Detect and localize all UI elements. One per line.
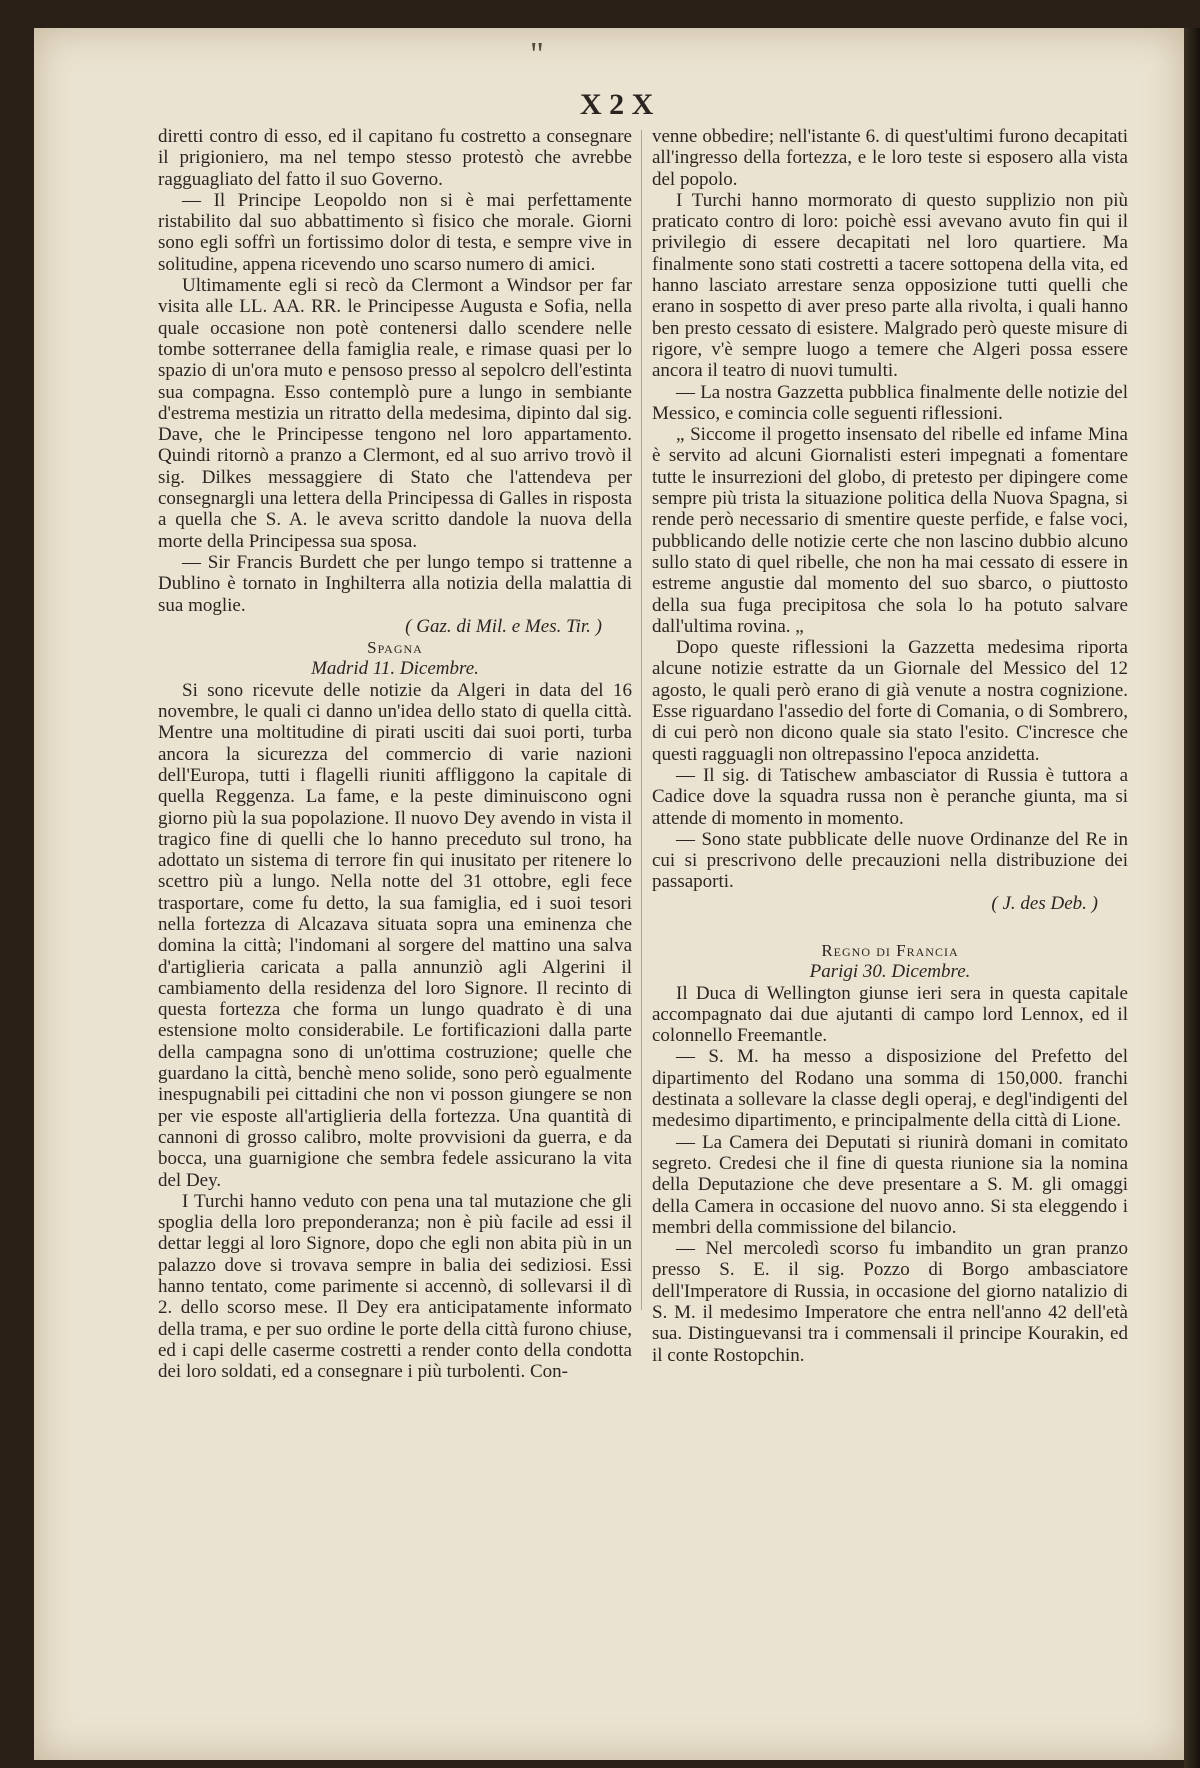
left-column	[158, 126, 632, 1383]
section-title: Regno di Francia	[821, 940, 959, 960]
page-number: X 2 X	[580, 88, 654, 121]
article-paragraph: — Il Principe Leopoldo non si è mai perfettamente ristabilito dal suo abbattimento sì fisico che morale. Giorni sono egli soffrì un fortissimo dolor di testa, e sempre vive in solitudine, appena ricevendo uno scarso numero di amici.	[158, 189, 632, 275]
page-edge-shadow	[1184, 28, 1200, 1768]
article-paragraph: „ Siccome il progetto insensato del ribelle ed infame Mina è servito ad alcuni Giornalisti esteri impegnati a fomentare tutte le insurrezioni del globo, di pretesto per dipingere come sempre più trista la situazione politica della Nuova Spagna, si rende però necessario di smentire queste perfide, e false voci, pubblicando delle notizie certe che non lascino dubbio alcuno sullo stato di quel ribelle, che non ha mai cessato di essere in estreme angustie dal momento del suo sbarco, o piuttosto della sua fuga precipitosa che sola lo ha potuto salvare dall'ultima rovina. „	[652, 424, 1128, 637]
article-paragraph: — La Camera dei Deputati si riunirà domani in comitato segreto. Credesi che il fine di questa riunione sia la nomina della Deputazione che deve presentare a S. M. gli omaggi della Camera in occasione del nuovo anno. Si sta eleggendo i membri della commissione del bilancio.	[652, 1131, 1128, 1238]
right-column	[652, 126, 1128, 1366]
dateline: Parigi 30. Dicembre.	[809, 961, 971, 983]
source-citation: ( Gaz. di Mil. e Mes. Tir. )	[405, 615, 602, 637]
section-gap	[652, 914, 1128, 940]
section-title: Spagna	[367, 638, 423, 658]
article-paragraph: Il Duca di Wellington giunse ieri sera in questa capitale accompagnato dai due ajutanti di campo lord Lennox, ed il colonnello Freemantle.	[652, 982, 1128, 1047]
article-paragraph: — S. M. ha messo a disposizione del Prefetto del dipartimento del Rodano una somma di 150,000. franchi destinata a sollevare la classe degli operaj, e degl'indigenti del medesimo dipartimento, e principalmente della città di Lione.	[652, 1046, 1128, 1132]
article-paragraph: Dopo queste riflessioni la Gazzetta medesima riporta alcune notizie estratte da un Giornale del Messico del 12 agosto, le quali però erano di già venute a nostra cognizione. Esse riguardano l'assedio del forte di Comania, o di Sombrero, di cui però non dicono quale sia stato l'esito. C'incresce che questi ragguagli non oltrepassino l'epoca anzidetta.	[652, 637, 1128, 765]
article-paragraph: venne obbedire; nell'istante 6. di quest'ultimi furono decapitati all'ingresso della fortezza, e le loro teste si esposero alla vista del popolo.	[652, 126, 1128, 190]
article-paragraph: — Sir Francis Burdett che per lungo tempo si trattenne a Dublino è tornato in Inghilterra alla notizia della malattia di sua moglie.	[158, 551, 632, 616]
article-paragraph: — Nel mercoledì scorso fu imbandito un gran pranzo presso S. E. il sig. Pozzo di Borgo ambasciatore dell'Imperatore di Russia, in occasione del giorno natalizio di S. M. il medesimo Imperatore che entra nell'anno 42 dell'età sua. Distinguevansi tra i commensali il principe Kourakin, ed il conte Rostopchin.	[652, 1238, 1128, 1366]
source-citation: ( J. des Deb. )	[991, 892, 1098, 914]
article-paragraph: Si sono ricevute delle notizie da Algeri in data del 16 novembre, le quali ci danno un'idea dello stato di quella città. Mentre una moltitudine di pirati usciti dai suoi porti, turba ancora la sicurezza del commercio di varie nazioni dell'Europa, tutti i flagelli riuniti affliggono la capitale di quella Reggenza. La fame, e la peste diminuiscono ogni giorno più la sua popolazione. Il nuovo Dey avendo in vista il tragico fine di quelli che lo hanno preceduto sul trono, ha adottato un sistema di terrore fin qui inusitato per ritenere lo scettro più a lungo. Nella notte del 31 ottobre, egli fece trasportare, come fu detto, la sua famiglia, ed i suoi tesori nella fortezza di Alcazava situata sopra una eminenza che domina la città; l'indomani al sorgere del mattino una salva d'artiglieria caricata a palla annunziò agli Algerini il cambiamento della residenza del loro Signore. Il recinto di questa fortezza che forma un lungo quadrato è di una estensione molto considerabile. Le fortificazioni dalla parte della campagna sono di un'ottima costruzione; quelle che guardano la città, benchè meno solide, sono però egualmente inespugnabili pei cittadini che non vi posson giungere se non per vie esposte all'artiglieria della fortezza. Una quantità di cannoni di grosso calibro, molte provvisioni da guerra, e da bocca, una guarnigione che sembra fedele assicurano la vita del Dey.	[158, 679, 632, 1191]
article-paragraph: I Turchi hanno veduto con pena una tal mutazione che gli spoglia della loro preponderanza; non è più facile ad essi il dettar leggi al loro Signore, dopo che egli non abita più in un palazzo dove si trovava sempre in balia dei sediziosi. Essi hanno tentato, come parimente si accennò, di sollevarsi il dì 2. dello scorso mese. Il Dey era anticipatamente informato della trama, e per suo ordine le porte della città furono chiuse, ed i capi delle caserme costretti a render conto della condotta dei loro soldati, ed a consegnare i più turbolenti. Con-	[158, 1190, 632, 1383]
article-paragraph: — Il sig. di Tatischew ambasciator di Russia è tuttora a Cadice dove la squadra russa non è peranche giunta, ma si attende di momento in momento.	[652, 764, 1128, 829]
ink-mark: "	[530, 36, 544, 73]
dateline: Madrid 11. Dicembre.	[311, 658, 479, 680]
article-paragraph: — Sono state pubblicate delle nuove Ordinanze del Re in cui si prescrivono delle precauzioni nella distribuzione dei passaporti.	[652, 828, 1128, 893]
article-paragraph: diretti contro di esso, ed il capitano fu costretto a consegnare il prigioniero, ma nel tempo stesso protestò che avrebbe ragguagliato del fatto il suo Governo.	[158, 126, 632, 190]
article-paragraph: — La nostra Gazzetta pubblica finalmente delle notizie del Messico, e comincia colle seguenti riflessioni.	[652, 381, 1128, 424]
article-paragraph: Ultimamente egli si recò da Clermont a Windsor per far visita alle LL. AA. RR. le Principesse Augusta e Sofia, nella quale occasione non potè contenersi dallo scendere nelle tombe sotterranee della famiglia reale, e rimase quasi per lo spazio di un'ora muto e pensoso presso al sepolcro dell'estinta sua compagna. Esso contemplò pure a lungo in sembiante d'estrema mestizia un ritratto della medesima, dipinto dal sig. Dave, che le Principesse tengono nel loro appartamento. Quindi ritornò a pranzo a Clermont, ed al suo arrivo trovò il sig. Dilkes messaggiere di Stato che l'attendeva per consegnargli una lettera della Principessa di Galles in risposta a quella che S. A. le aveva scritto dandole la nuova della morte della Principessa sua sposa.	[158, 275, 632, 552]
column-divider	[641, 130, 642, 1310]
article-paragraph: I Turchi hanno mormorato di questo supplizio non più praticato contro di loro: poichè essi avevano avuto fin qui il privilegio di essere decapitati nel loro quartiere. Ma finalmente sono stati costretti a tacere sottopena della vita, ed hanno lasciato arrestare senza opposizione tutti quelli che erano in sospetto di aver preso parte alla rivolta, i quali hanno ben presto cessato di esistere. Malgrado però queste misure di rigore, v'è sempre luogo a temere che Algeri possa essere ancora il teatro di nuovi tumulti.	[652, 189, 1128, 382]
